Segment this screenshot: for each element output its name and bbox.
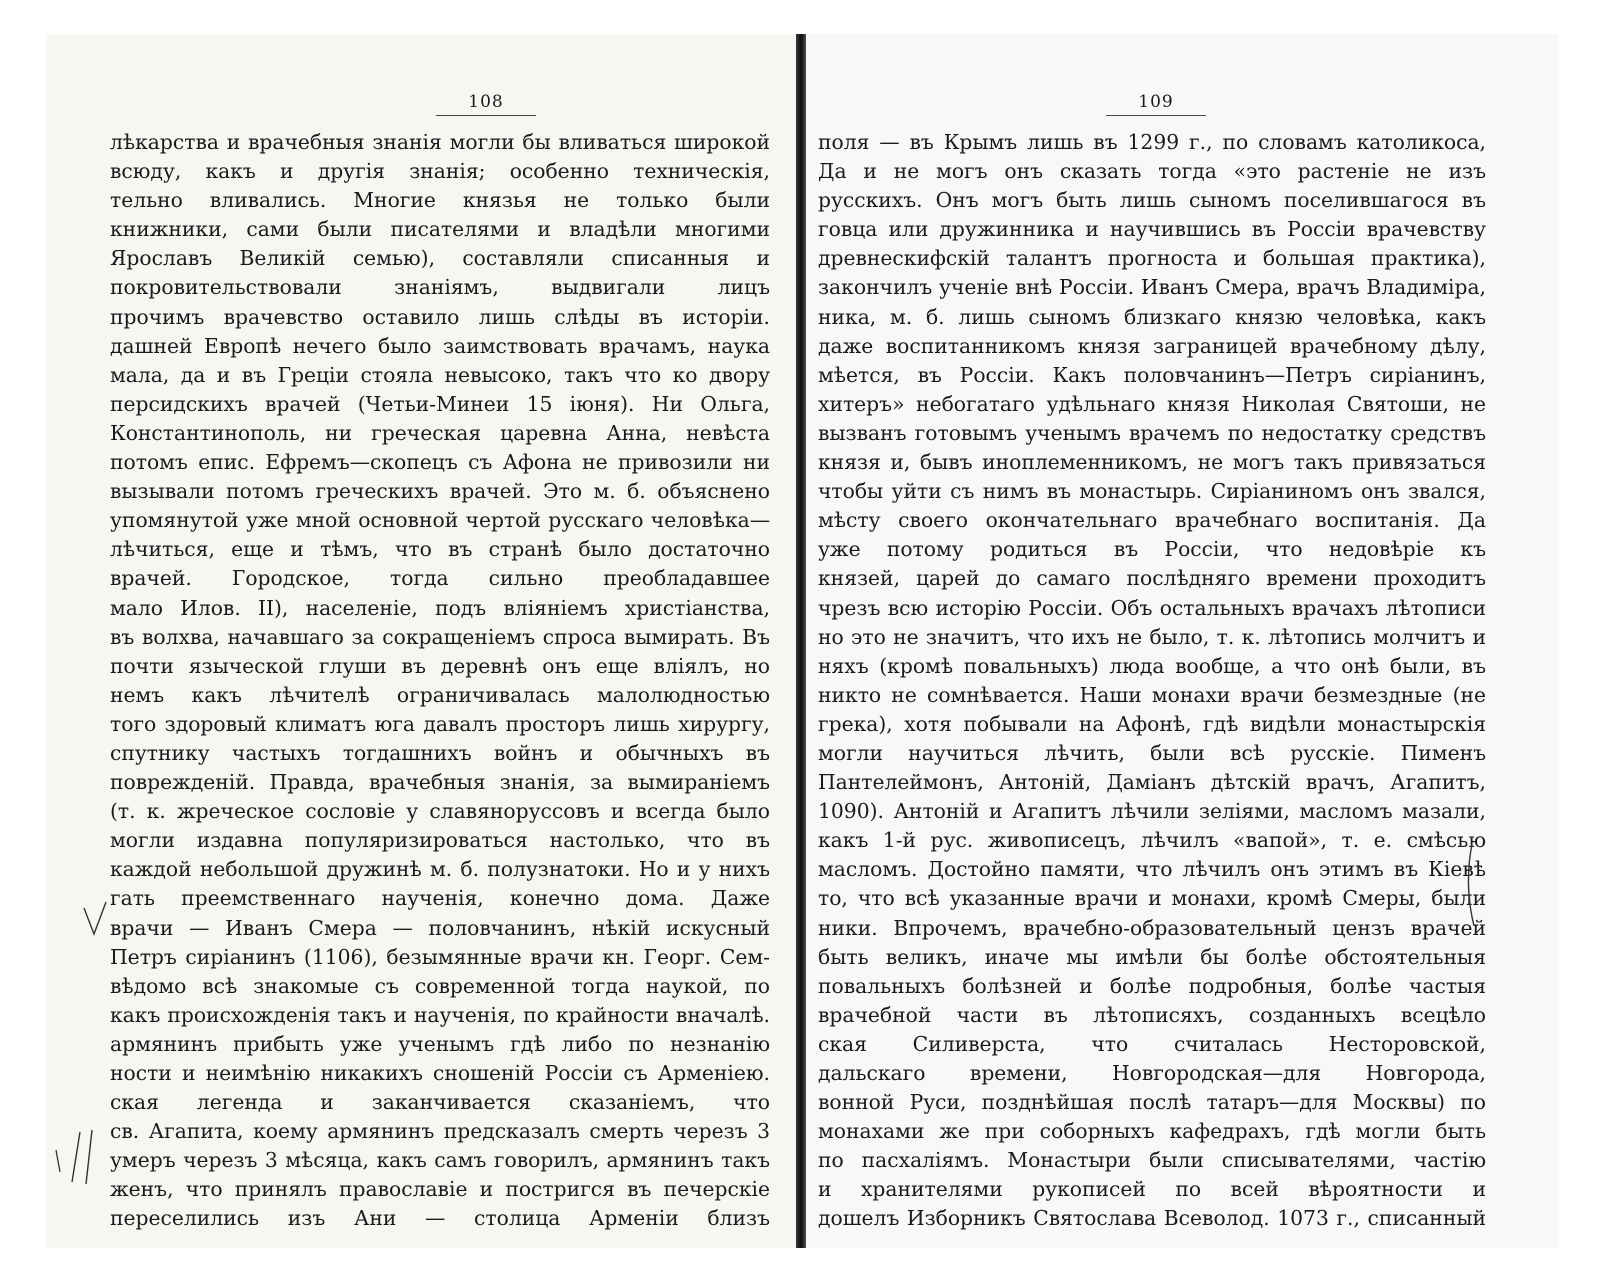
right-page-text: [818, 128, 1486, 1234]
text-line: упомянутой уже мной основной чертой русскаго человѣка—: [110, 508, 770, 533]
page-number-rule: [436, 115, 536, 116]
text-line: говца или дружинника и научившись въ Россіи врачевству: [818, 217, 1486, 242]
page-number-rule: [1106, 115, 1206, 116]
text-line: армянинъ прибыть уже ученымъ гдѣ либо по незнанію: [110, 1031, 770, 1056]
right-page: [806, 34, 1558, 1248]
text-line: Константинополь, ни греческая царевна Анна, невѣста: [110, 420, 770, 445]
text-line: переселились изъ Ани — столица Арменіи близъ: [110, 1206, 770, 1231]
text-line: дашней Европѣ нечего было заимствовать врачамъ, наука: [110, 333, 770, 358]
text-line: ника, м. б. лишь сыномъ близкаго князю человѣка, какъ: [818, 304, 1486, 329]
text-line: хитеръ» небогатаго удѣльнаго князя Николая Святоши, не: [818, 391, 1486, 416]
text-line: какъ происхожденія такъ и наученія, по крайности вначалѣ.: [110, 1002, 770, 1027]
text-line: мѣсту своего окончательнаго врачебнаго воспитанія. Да: [818, 508, 1486, 533]
text-line: уже потому родиться въ Россіи, что недовѣріе къ: [818, 537, 1486, 562]
margin-check-mark: [80, 900, 110, 940]
text-line: мѣется, въ Россіи. Какъ половчанинъ—Петръ сиріанинъ,: [818, 362, 1486, 387]
text-line: врачебной части въ лѣтописяхъ, созданныхъ всецѣло: [818, 1002, 1486, 1027]
text-line: прочимъ врачевство оставило лишь слѣды въ исторіи.: [110, 304, 770, 329]
text-line: повальныхъ болѣзней и болѣе подробныя, болѣе частыя: [818, 973, 1486, 998]
text-line: покровительствовали знаніямъ, выдвигали лицъ: [110, 275, 770, 300]
text-line: вонной Руси, позднѣйшая послѣ татаръ—для Москвы) по: [818, 1090, 1486, 1115]
text-line: вызванъ готовымъ ученымъ врачемъ по недостатку средствъ: [818, 420, 1486, 445]
text-line: какъ 1-й рус. живописецъ, лѣчилъ «вапой», т. е. смѣсью: [818, 828, 1486, 853]
text-line: всюду, какъ и другія знанія; особенно техническія,: [110, 159, 770, 184]
right-page-number: [1106, 92, 1206, 116]
book-spine: [796, 34, 806, 1248]
text-line: дальскаго времени, Новгородская—для Новгорода,: [818, 1061, 1486, 1085]
text-line: Да и не могъ онъ сказать тогда «это растеніе не изъ: [818, 159, 1486, 184]
left-page-number-text: 108: [468, 92, 504, 112]
text-line: и хранителями рукописей по всей вѣроятности и: [818, 1177, 1486, 1202]
text-line: 1090). Антоній и Агапитъ лѣчили зеліями, масломъ мазали,: [818, 799, 1486, 824]
text-line: того здоровый климатъ юга давалъ просторъ лишь хирургу,: [110, 711, 770, 736]
right-page-number-text: 109: [1138, 92, 1174, 112]
text-line: масломъ. Достойно памяти, что лѣчилъ онъ этимъ въ Кіевѣ: [818, 857, 1486, 882]
text-line: могли издавна популяризироваться настолько, что въ: [110, 828, 770, 853]
text-line: лѣкарства и врачебныя знанія могли бы вливаться широкой: [110, 130, 770, 154]
text-line: мало Илов. II), населеніе, подъ вліяніемъ христіанства,: [110, 595, 770, 620]
text-line: немъ какъ лѣчителѣ ограничивалась малолюдностью: [110, 682, 770, 707]
text-line: врачи — Иванъ Смера — половчанинъ, нѣкій искусный: [110, 915, 770, 940]
text-line: гать преемственнаго наученія, конечно дома. Даже: [110, 886, 770, 911]
text-line: персидскихъ врачей (Четьи-Минеи 15 іюня). Ни Ольга,: [110, 391, 770, 416]
text-line: по пасхаліямъ. Монастыри были списывателями, частію: [818, 1148, 1486, 1173]
margin-double-stroke-mark: [50, 1120, 110, 1190]
text-line: (т. к. жреческое сословіе у славяноруссовъ и всегда было: [110, 799, 770, 824]
margin-bracket-mark: [1460, 840, 1480, 930]
text-line: чтобы уйти съ нимъ въ монастырь. Сиріаниномъ онъ звался,: [818, 479, 1486, 504]
text-line: мала, да и въ Греціи стояла невысоко, такъ что ко двору: [110, 362, 770, 387]
left-page: [46, 34, 796, 1248]
text-line: то, что всѣ указанные врачи и монахи, кромѣ Смеры, были: [818, 886, 1486, 911]
text-line: лѣчиться, еще и тѣмъ, что въ странѣ было достаточно: [110, 537, 770, 562]
text-line: вызывали потомъ греческихъ врачей. Это м. б. объяснено: [110, 479, 770, 504]
text-line: въ волхва, начавшаго за сокращеніемъ спроса вымирать. Въ: [110, 624, 770, 649]
text-line: каждой небольшой дружинѣ м. б. полузнатоки. Но и у нихъ: [110, 857, 770, 882]
text-line: ности и неимѣнію никакихъ сношеній Россіи съ Арменіею.: [110, 1061, 770, 1085]
text-line: чрезъ всю исторію Россіи. Объ остальныхъ врачахъ лѣтописи: [818, 595, 1486, 620]
text-line: монахами же при соборныхъ кафедрахъ, гдѣ могли быть: [818, 1119, 1486, 1144]
text-line: тельно вливались. Многие князья не только были: [110, 188, 770, 213]
text-line: Пантелеймонъ, Антоній, Даміанъ дѣтскій врачъ, Агапитъ,: [818, 770, 1486, 795]
text-line: ская легенда и заканчивается сказаніемъ, что: [110, 1090, 770, 1115]
text-line: поля — въ Крымъ лишь въ 1299 г., по словамъ католикоса,: [818, 130, 1486, 154]
text-line: ники. Впрочемъ, врачебно-образовательный цензъ врачей: [818, 915, 1486, 940]
text-line: но это не значитъ, что ихъ не было, т. к. лѣтопись молчитъ и: [818, 624, 1486, 649]
text-line: быть великъ, иначе мы имѣли бы болѣе обстоятельныя: [818, 944, 1486, 969]
text-line: князей, царей до самаго послѣдняго времени проходитъ: [818, 566, 1486, 591]
text-line: грека), хотя побывали на Афонѣ, гдѣ видѣли монастырскія: [818, 711, 1486, 736]
text-line: никто не сомнѣвается. Наши монахи врачи безмездные (не: [818, 682, 1486, 707]
text-line: умеръ черезъ 3 мѣсяца, какъ самъ говорилъ, армянинъ такъ: [110, 1148, 770, 1173]
text-line: почти языческой глуши въ деревнѣ онъ еще вліялъ, но: [110, 653, 770, 678]
text-line: князя и, бывъ иноплеменникомъ, не могъ такъ привязаться: [818, 450, 1486, 475]
text-line: Ярославъ Великій семью), составляли списанныя и: [110, 246, 770, 271]
text-line: книжники, сами были писателями и владѣли многими: [110, 217, 770, 242]
text-line: могли научиться лѣчить, были всѣ русскіе. Пименъ: [818, 740, 1486, 765]
text-line: поврежденій. Правда, врачебныя знанія, за вымираніемъ: [110, 770, 770, 795]
text-line: потомъ епис. Ефремъ—скопецъ съ Афона не привозили ни: [110, 450, 770, 475]
text-line: няхъ (кромѣ повальныхъ) люда вообще, а что онѣ были, въ: [818, 653, 1486, 678]
left-page-text: [110, 128, 770, 1234]
text-line: врачей. Городское, тогда сильно преобладавшее: [110, 566, 770, 591]
text-line: спутнику частыхъ тогдашнихъ войнъ и обычныхъ въ: [110, 740, 770, 765]
text-line: дошелъ Изборникъ Святослава Всеволод. 1073 г., списанный: [818, 1206, 1486, 1231]
text-line: закончилъ ученіе внѣ Россіи. Иванъ Смера, врачъ Владиміра,: [818, 275, 1486, 300]
text-line: ская Силиверста, что считалась Несторовской,: [818, 1031, 1486, 1056]
left-page-number: [436, 92, 536, 116]
text-line: русскихъ. Онъ могъ быть лишь сыномъ поселившагося въ: [818, 188, 1486, 213]
text-line: Петръ сиріанинъ (1106), безымянные врачи кн. Георг. Сем-: [110, 944, 770, 969]
text-line: древнескифскій талантъ прогноста и большая практика),: [818, 246, 1486, 271]
text-line: даже воспитанникомъ князя заграницей врачебному дѣлу,: [818, 333, 1486, 358]
text-line: св. Агапита, коему армянинъ предсказалъ смерть черезъ 3: [110, 1119, 770, 1144]
text-line: женъ, что принялъ православіе и постригся въ печерскіе: [110, 1177, 770, 1202]
text-line: вѣдомо всѣ знакомые съ современной тогда наукой, по: [110, 973, 770, 998]
